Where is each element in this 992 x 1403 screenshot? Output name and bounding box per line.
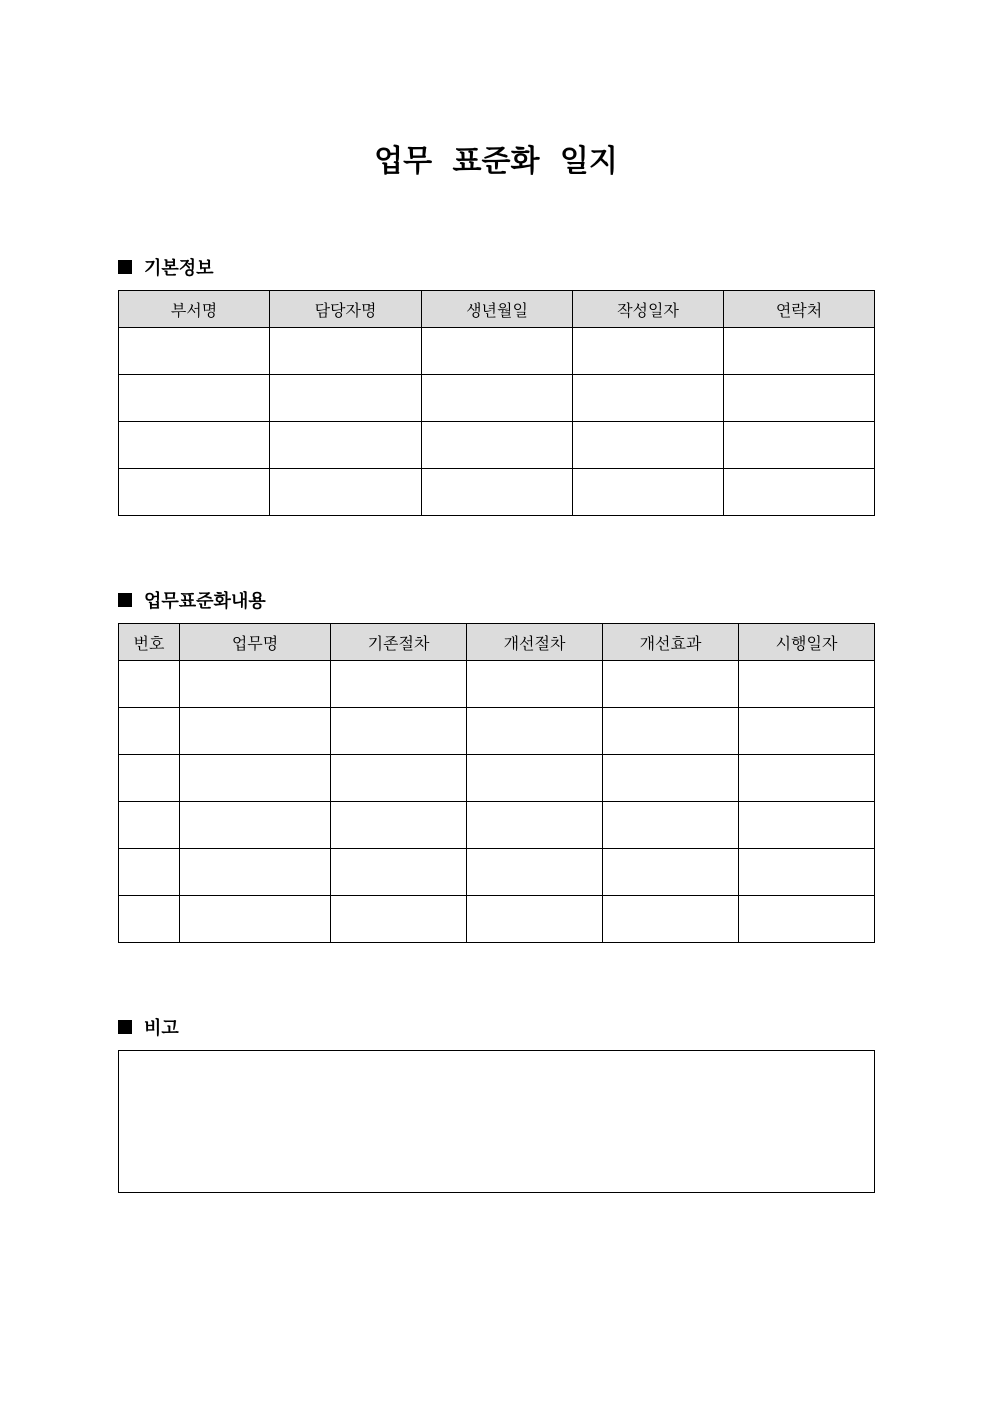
section-label: 기본정보 xyxy=(144,258,214,279)
table-cell[interactable] xyxy=(119,802,180,849)
table-cell[interactable] xyxy=(739,661,875,708)
table-cell[interactable] xyxy=(724,422,875,469)
section-label: 비고 xyxy=(144,1018,179,1039)
header-row xyxy=(119,291,875,328)
table-row xyxy=(119,802,875,849)
column-header: 담당자명 xyxy=(270,291,422,328)
table-cell[interactable] xyxy=(603,708,739,755)
table-cell[interactable] xyxy=(119,755,180,802)
table-row xyxy=(119,708,875,755)
table-row xyxy=(119,328,875,375)
table-cell[interactable] xyxy=(331,708,467,755)
column-header: 번호 xyxy=(119,624,180,661)
table-cell[interactable] xyxy=(331,661,467,708)
table-cell[interactable] xyxy=(331,896,467,943)
square-bullet-icon xyxy=(118,260,132,274)
remarks-box[interactable] xyxy=(118,1050,875,1193)
square-bullet-icon xyxy=(118,593,132,607)
table-cell[interactable] xyxy=(603,755,739,802)
table-row xyxy=(119,375,875,422)
table-cell[interactable] xyxy=(739,708,875,755)
table-cell[interactable] xyxy=(739,755,875,802)
section-heading-remarks xyxy=(118,1014,179,1040)
table-cell[interactable] xyxy=(331,755,467,802)
section-heading-basic xyxy=(118,254,214,280)
square-bullet-icon xyxy=(118,1020,132,1034)
column-header: 생년월일 xyxy=(422,291,573,328)
standardization-table xyxy=(118,623,875,943)
table-cell[interactable] xyxy=(270,469,422,516)
table-cell[interactable] xyxy=(270,375,422,422)
table-cell[interactable] xyxy=(180,896,331,943)
table-row xyxy=(119,469,875,516)
table-cell[interactable] xyxy=(119,422,270,469)
table-row xyxy=(119,755,875,802)
table-cell[interactable] xyxy=(573,328,724,375)
column-header: 부서명 xyxy=(119,291,270,328)
table-cell[interactable] xyxy=(603,661,739,708)
table-cell[interactable] xyxy=(724,328,875,375)
table-cell[interactable] xyxy=(739,849,875,896)
section-heading-content xyxy=(118,587,266,613)
table-cell[interactable] xyxy=(603,802,739,849)
table-cell[interactable] xyxy=(467,849,603,896)
table-cell[interactable] xyxy=(422,328,573,375)
column-header: 업무명 xyxy=(180,624,331,661)
table-cell[interactable] xyxy=(180,661,331,708)
column-header: 작성일자 xyxy=(573,291,724,328)
table-row xyxy=(119,896,875,943)
table-cell[interactable] xyxy=(724,469,875,516)
column-header: 개선효과 xyxy=(603,624,739,661)
table-cell[interactable] xyxy=(119,708,180,755)
table-cell[interactable] xyxy=(467,708,603,755)
table-cell[interactable] xyxy=(119,328,270,375)
table-cell[interactable] xyxy=(467,802,603,849)
table-cell[interactable] xyxy=(422,422,573,469)
table-cell[interactable] xyxy=(467,896,603,943)
table-cell[interactable] xyxy=(119,469,270,516)
table-cell[interactable] xyxy=(180,708,331,755)
column-header: 개선절차 xyxy=(467,624,603,661)
table-cell[interactable] xyxy=(180,802,331,849)
table-cell[interactable] xyxy=(119,896,180,943)
table-cell[interactable] xyxy=(180,849,331,896)
header-row xyxy=(119,624,875,661)
table-cell[interactable] xyxy=(603,896,739,943)
table-row xyxy=(119,422,875,469)
table-cell[interactable] xyxy=(422,469,573,516)
table-cell[interactable] xyxy=(467,661,603,708)
table-cell[interactable] xyxy=(573,422,724,469)
table-cell[interactable] xyxy=(180,755,331,802)
table-cell[interactable] xyxy=(573,469,724,516)
page-title: 업무 표준화 일지 xyxy=(374,144,618,179)
table-row xyxy=(119,849,875,896)
table-cell[interactable] xyxy=(573,375,724,422)
table-cell[interactable] xyxy=(270,328,422,375)
table-cell[interactable] xyxy=(270,422,422,469)
table-cell[interactable] xyxy=(467,755,603,802)
table-cell[interactable] xyxy=(119,375,270,422)
table-cell[interactable] xyxy=(739,896,875,943)
section-label: 업무표준화내용 xyxy=(144,591,266,612)
column-header: 기존절차 xyxy=(331,624,467,661)
basic-info-table xyxy=(118,290,875,516)
column-header: 연락처 xyxy=(724,291,875,328)
table-row xyxy=(119,661,875,708)
table-cell[interactable] xyxy=(119,849,180,896)
table-cell[interactable] xyxy=(331,849,467,896)
table-cell[interactable] xyxy=(422,375,573,422)
table-cell[interactable] xyxy=(739,802,875,849)
table-cell[interactable] xyxy=(331,802,467,849)
column-header: 시행일자 xyxy=(739,624,875,661)
table-cell[interactable] xyxy=(724,375,875,422)
table-cell[interactable] xyxy=(119,661,180,708)
table-cell[interactable] xyxy=(603,849,739,896)
